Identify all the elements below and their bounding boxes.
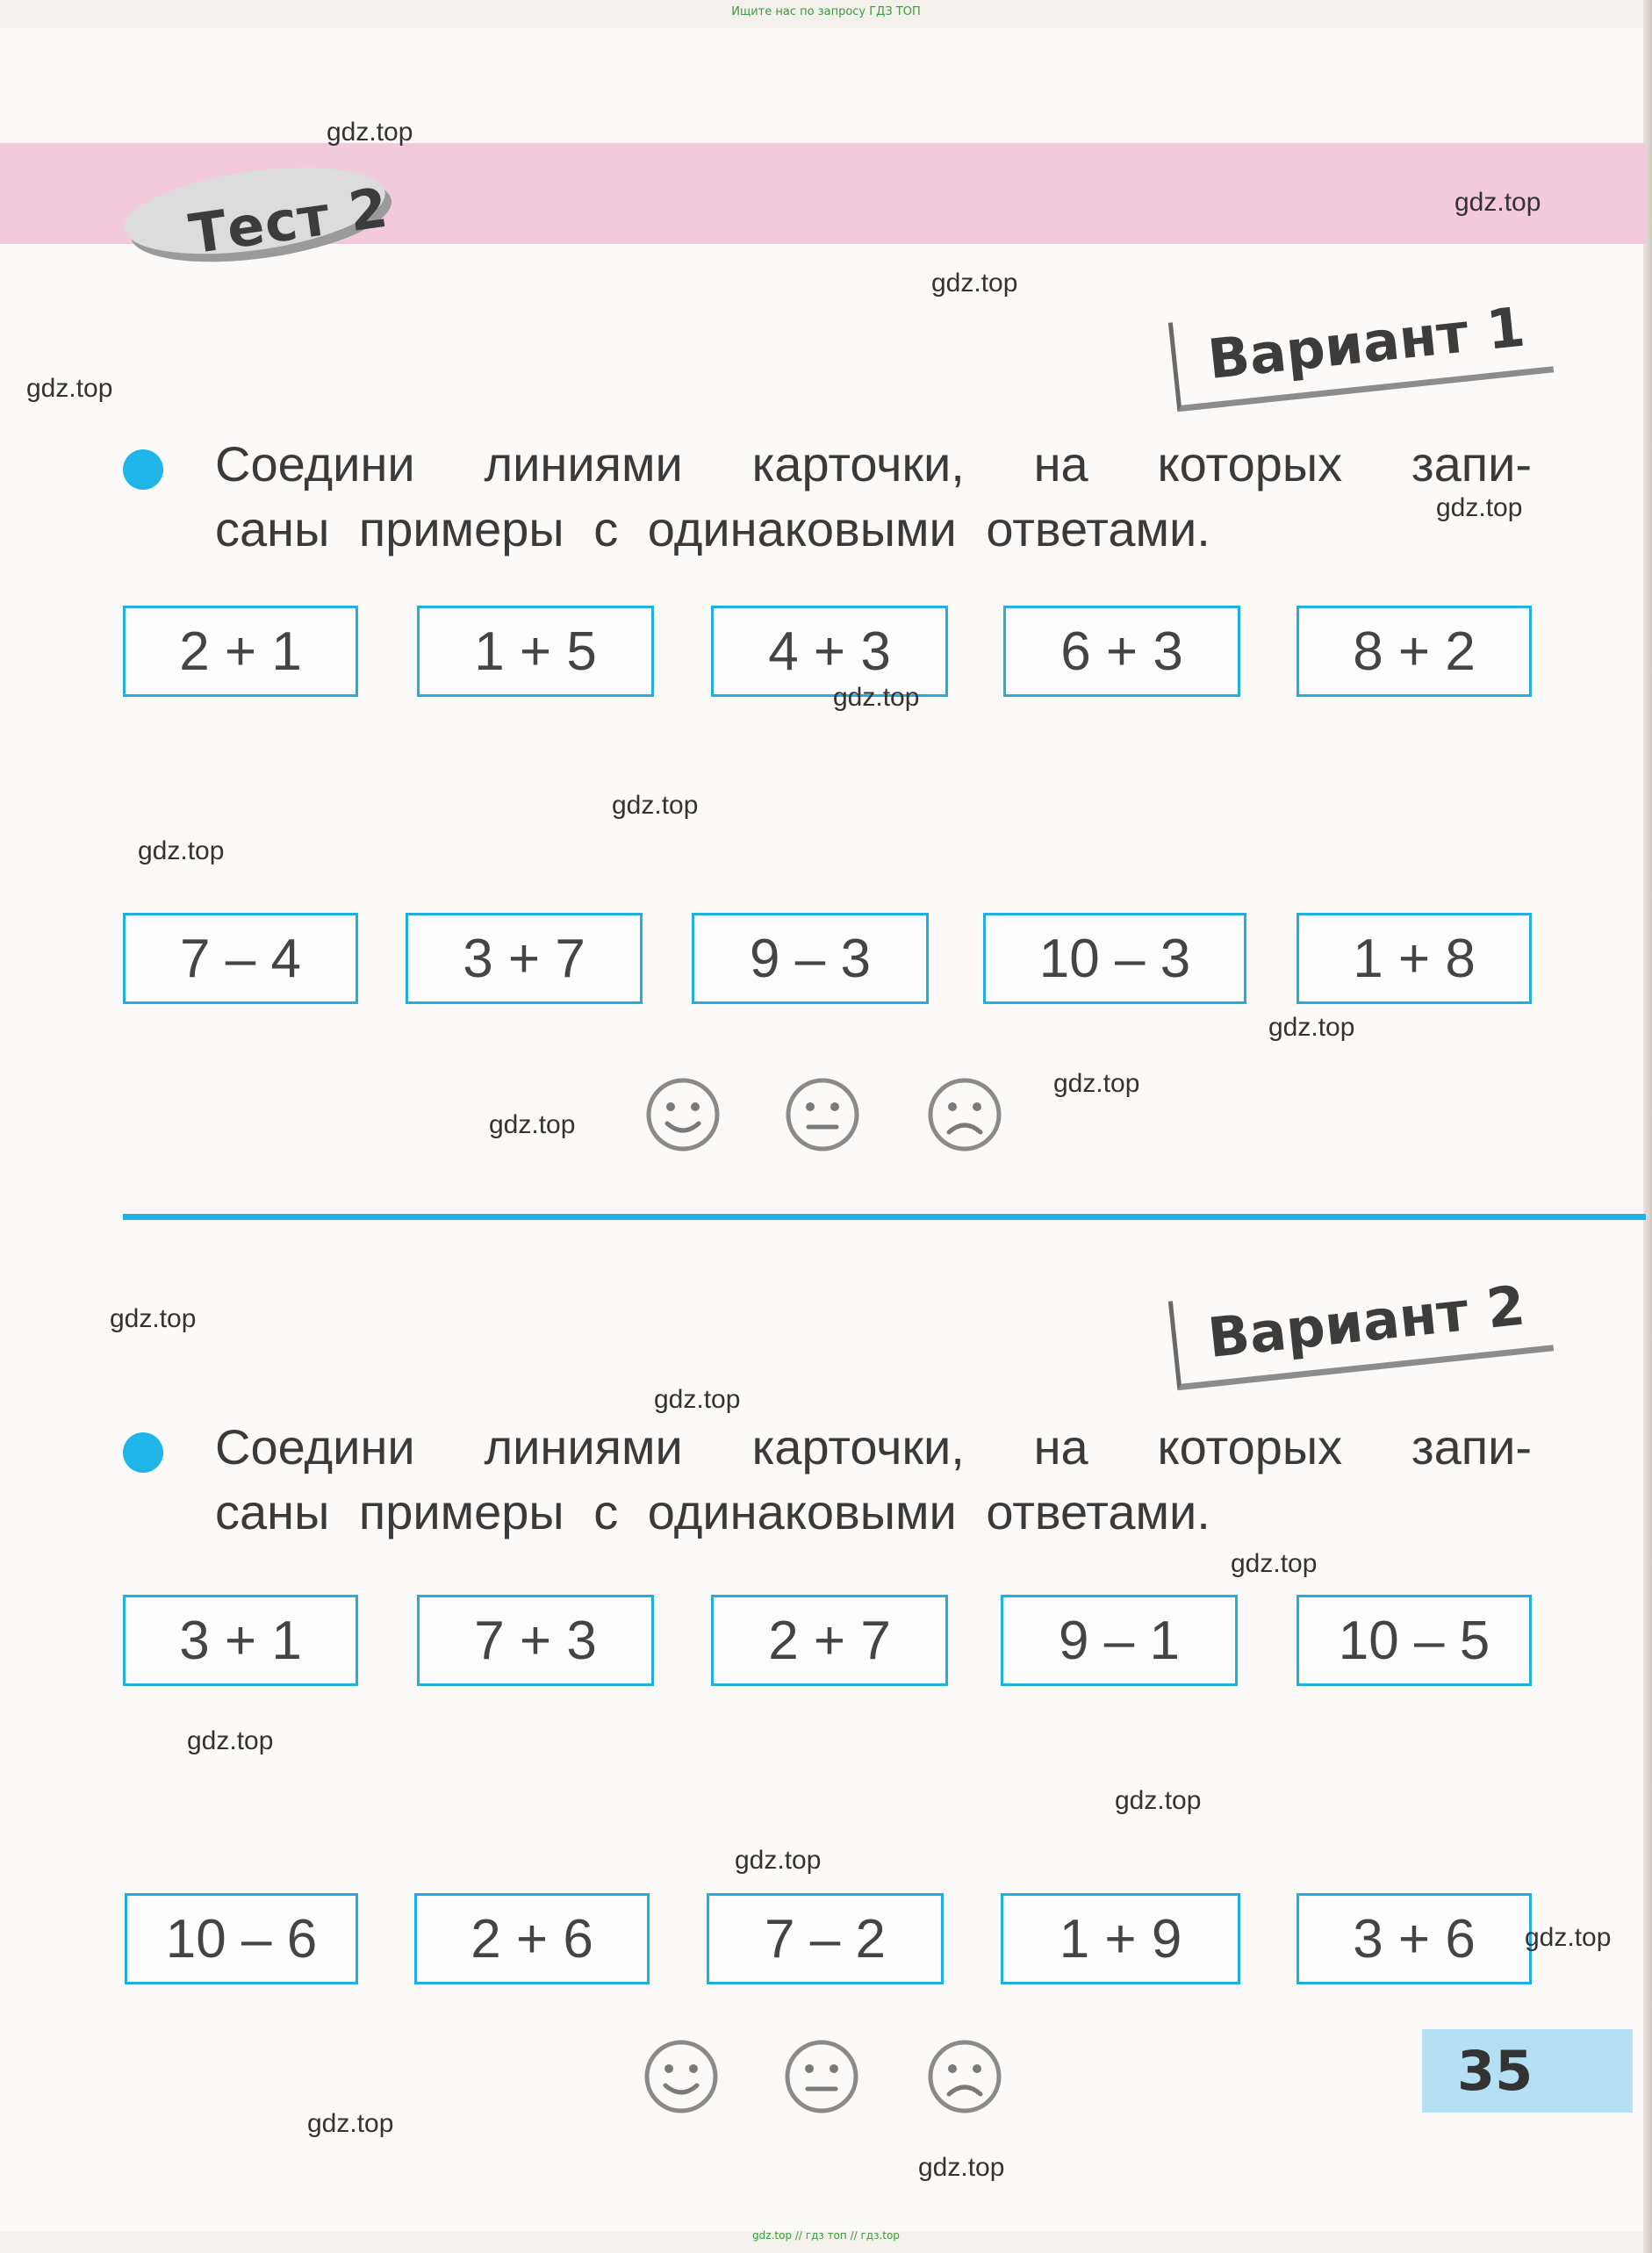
- watermark: gdz.top: [735, 1846, 822, 1875]
- watermark: gdz.top: [1525, 1923, 1612, 1952]
- task-text-line-2: саны примеры с одинаковыми ответами.: [215, 501, 1210, 556]
- watermark: gdz.top: [138, 836, 225, 865]
- sad-face-icon[interactable]: [926, 2038, 1003, 2115]
- watermark: gdz.top: [612, 791, 699, 820]
- variant-2-title: Вариант 2: [1168, 1262, 1555, 1391]
- watermark: gdz.top: [1231, 1549, 1318, 1578]
- card[interactable]: 7 – 4: [123, 913, 358, 1004]
- card[interactable]: 7 + 3: [417, 1595, 654, 1686]
- header-note: Ищите нас по запросу ГДЗ ТОП: [731, 5, 921, 18]
- watermark: gdz.top: [489, 1110, 576, 1139]
- watermark: gdz.top: [1115, 1786, 1202, 1815]
- card[interactable]: 10 – 6: [125, 1893, 358, 1984]
- card[interactable]: 9 – 3: [692, 913, 929, 1004]
- card[interactable]: 7 – 2: [707, 1893, 944, 1984]
- card[interactable]: 1 + 8: [1296, 913, 1532, 1004]
- happy-face-icon[interactable]: [643, 2038, 720, 2115]
- card[interactable]: 2 + 7: [711, 1595, 948, 1686]
- page-number: 35: [1422, 2029, 1633, 2113]
- variant-1-title: Вариант 1: [1168, 283, 1555, 413]
- bullet-icon: [123, 449, 163, 490]
- card[interactable]: 1 + 5: [417, 606, 654, 697]
- watermark: gdz.top: [26, 374, 113, 403]
- card[interactable]: 1 + 9: [1001, 1893, 1240, 1984]
- task-text-line-1: Соедини линиями карточки, на которых запи-: [215, 436, 1532, 491]
- test-badge: [123, 162, 404, 267]
- watermark: gdz.top: [187, 1726, 274, 1755]
- card[interactable]: 3 + 7: [406, 913, 643, 1004]
- footer-note: gdz.top // гдз топ // гдз.top: [752, 2229, 900, 2242]
- happy-face-icon[interactable]: [644, 1076, 722, 1153]
- watermark: gdz.top: [833, 683, 920, 712]
- card[interactable]: 10 – 5: [1296, 1595, 1532, 1686]
- task-text-line-1: Соедини линиями карточки, на которых запи-: [215, 1419, 1532, 1474]
- card[interactable]: 8 + 2: [1296, 606, 1532, 697]
- watermark: gdz.top: [1053, 1069, 1140, 1098]
- card[interactable]: 4 + 3: [711, 606, 948, 697]
- watermark: gdz.top: [110, 1304, 197, 1333]
- card[interactable]: 2 + 1: [123, 606, 358, 697]
- bullet-icon: [123, 1432, 163, 1473]
- neutral-face-icon[interactable]: [783, 2038, 860, 2115]
- watermark: gdz.top: [654, 1385, 741, 1414]
- page-binding: [1643, 0, 1652, 2253]
- watermark: gdz.top: [1268, 1013, 1355, 1042]
- watermark: gdz.top: [931, 269, 1018, 298]
- card[interactable]: 6 + 3: [1003, 606, 1240, 697]
- watermark: gdz.top: [1454, 188, 1541, 217]
- watermark: gdz.top: [307, 2109, 394, 2138]
- card[interactable]: 9 – 1: [1001, 1595, 1238, 1686]
- card[interactable]: 2 + 6: [414, 1893, 650, 1984]
- card[interactable]: 10 – 3: [983, 913, 1246, 1004]
- watermark: gdz.top: [327, 118, 413, 147]
- watermark: gdz.top: [1436, 493, 1523, 522]
- card[interactable]: 3 + 6: [1296, 1893, 1532, 1984]
- card[interactable]: 3 + 1: [123, 1595, 358, 1686]
- neutral-face-icon[interactable]: [784, 1076, 861, 1153]
- section-divider: [123, 1214, 1646, 1220]
- test-title: Тест 2: [185, 175, 392, 267]
- sad-face-icon[interactable]: [926, 1076, 1003, 1153]
- watermark: gdz.top: [918, 2153, 1005, 2182]
- task-text-line-2: саны примеры с одинаковыми ответами.: [215, 1484, 1210, 1539]
